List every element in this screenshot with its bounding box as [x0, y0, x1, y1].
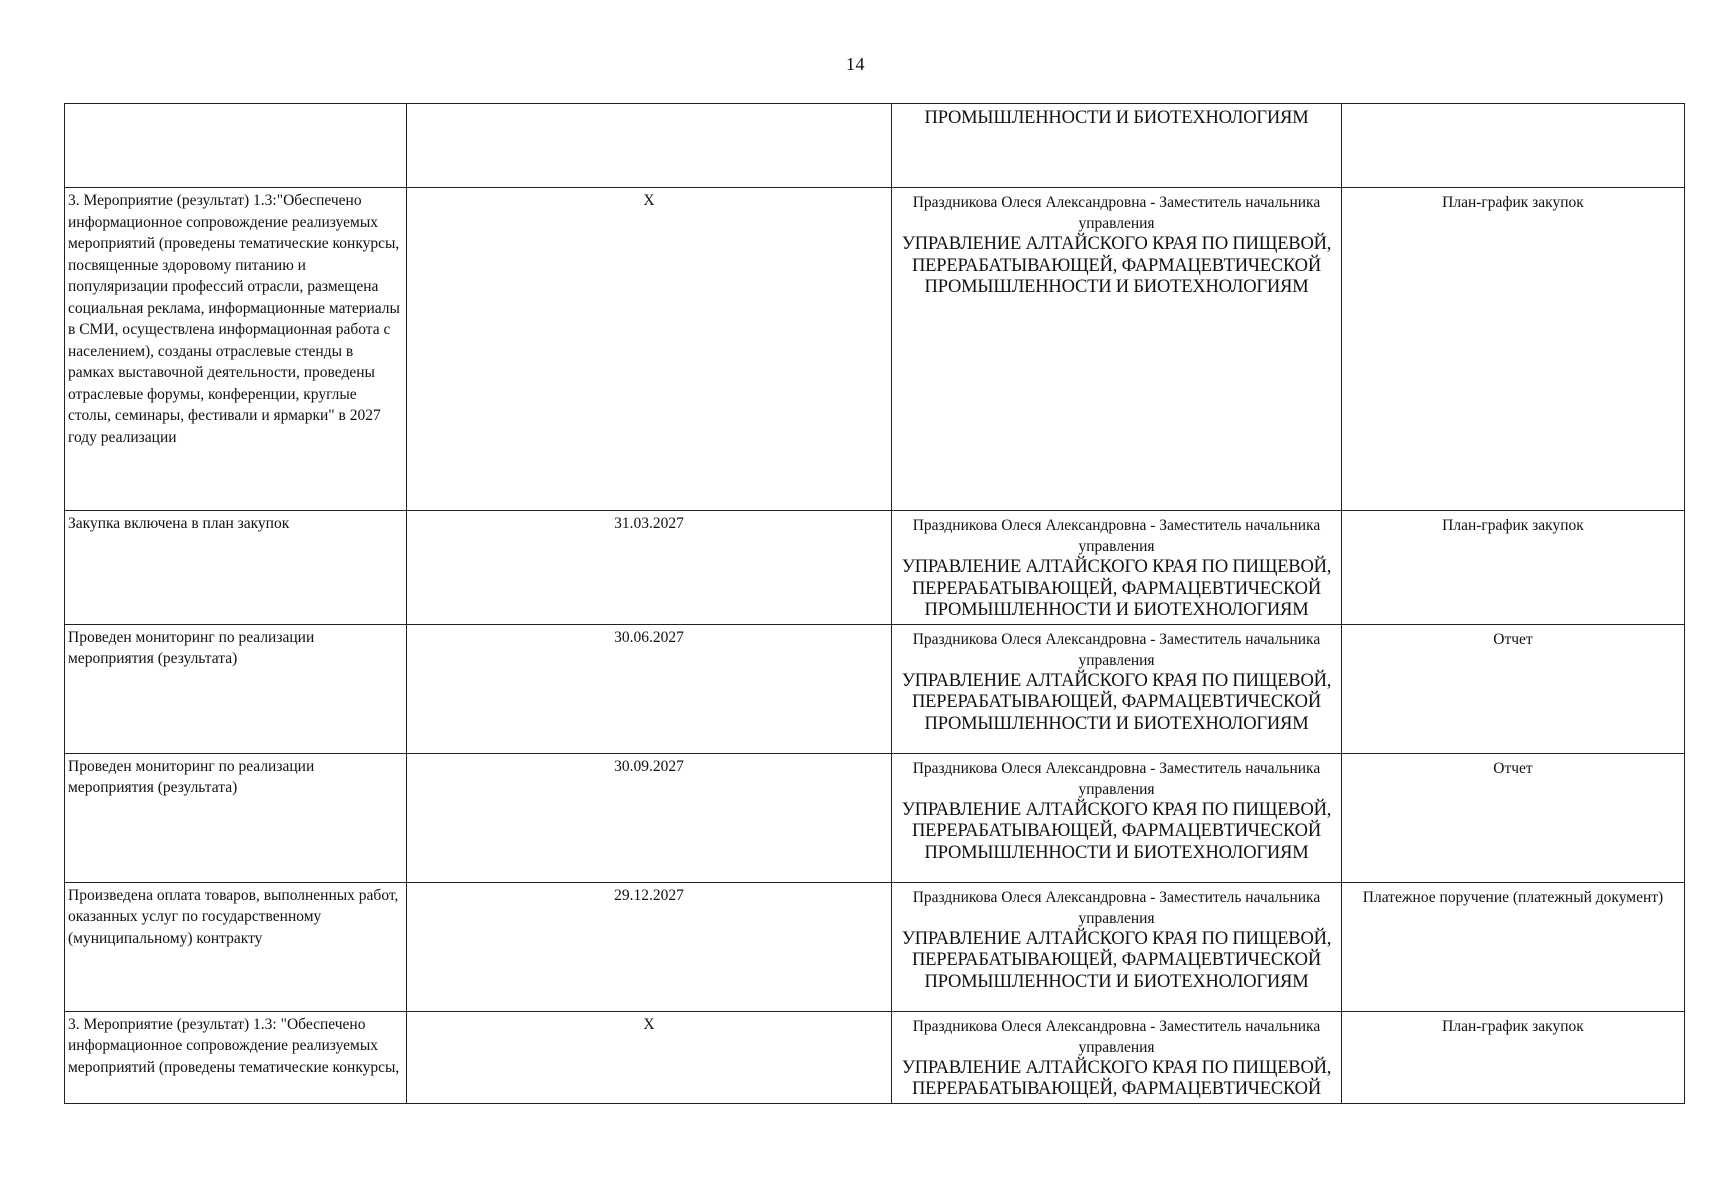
table-row [65, 753, 1685, 882]
table-row [65, 188, 1685, 511]
responsible-person: Праздникова Олеся Александровна - Заместитель начальника управления [912, 630, 1321, 669]
document-type: Платежное поручение (платежный документ) [1362, 888, 1664, 906]
date-cell: X [407, 1011, 892, 1103]
responsible-person: Праздникова Олеся Александровна - Заместитель начальника управления [912, 1017, 1321, 1056]
event-cell: Закупка включена в план закупок [65, 511, 407, 625]
event-cell: Произведена оплата товаров, выполненных работ, оказанных услуг по государственному (муниципальному) контракту [65, 882, 407, 1011]
responsible-organization: УПРАВЛЕНИЕ АЛТАЙСКОГО КРАЯ ПО ПИЩЕВОЙ, ПЕРЕРАБАТЫВАЮЩЕЙ, ФАРМАЦЕВТИЧЕСКОЙ ПРОМЫШЛЕННОСТИ И БИОТЕХНОЛОГИЯМ [901, 557, 1332, 620]
responsible-person: Праздникова Олеся Александровна - Заместитель начальника управления [912, 759, 1321, 798]
responsible-cell [892, 188, 1342, 511]
date-cell: 31.03.2027 [407, 511, 892, 625]
date-cell: 30.06.2027 [407, 624, 892, 753]
page-number: 14 [846, 54, 865, 74]
document-cell [1342, 882, 1685, 1011]
document-type: Отчет [1493, 630, 1533, 648]
document-cell [1342, 511, 1685, 625]
responsible-person: Праздникова Олеся Александровна - Заместитель начальника управления [912, 517, 1321, 555]
responsible-person: Праздникова Олеся Александровна - Заместитель начальника управления [912, 888, 1321, 927]
document-type: План-график закупок [1442, 517, 1584, 534]
event-cell [65, 104, 407, 188]
responsible-cell [892, 1011, 1342, 1103]
responsible-organization: УПРАВЛЕНИЕ АЛТАЙСКОГО КРАЯ ПО ПИЩЕВОЙ, ПЕРЕРАБАТЫВАЮЩЕЙ, ФАРМАЦЕВТИЧЕСКОЙ ПРОМЫШЛЕННОСТИ И БИОТЕХНОЛОГИЯМ [901, 234, 1332, 297]
document-type [1345, 106, 1681, 108]
table-row [65, 882, 1685, 1011]
responsible-organization: УПРАВЛЕНИЕ АЛТАЙСКОГО КРАЯ ПО ПИЩЕВОЙ, ПЕРЕРАБАТЫВАЮЩЕЙ, ФАРМАЦЕВТИЧЕСКОЙ ПРОМЫШЛЕННОСТИ И БИОТЕХНОЛОГИЯМ [901, 799, 1332, 863]
document-cell [1342, 753, 1685, 882]
event-cell: Проведен мониторинг по реализации мероприятия (результата) [65, 624, 407, 753]
document-type: План-график закупок [1442, 1017, 1584, 1035]
responsible-organization: УПРАВЛЕНИЕ АЛТАЙСКОГО КРАЯ ПО ПИЩЕВОЙ, ПЕРЕРАБАТЫВАЮЩЕЙ, ФАРМАЦЕВТИЧЕСКОЙ [901, 1057, 1332, 1099]
document-cell [1342, 1011, 1685, 1103]
table-row [65, 511, 1685, 625]
responsible-organization: ПРОМЫШЛЕННОСТИ И БИОТЕХНОЛОГИЯМ [924, 108, 1309, 128]
event-cell: 3. Мероприятие (результат) 1.3:"Обеспечено информационное сопровождение реализуемых мероприятий (проведены тематические конкурсы, посвященные здоровому питанию и популяризации профессий отрасли, размещена социальная реклама, информационные материалы в СМИ, осуществлена информационная работа с населением), созданы отраслевые стенды в рамках выставочной деятельности, проведены отраслевые форумы, конференции, круглые столы, семинары, фестивали и ярмарки" в 2027 году реализации [65, 188, 407, 511]
date-cell: 29.12.2027 [407, 882, 892, 1011]
responsible-cell [892, 624, 1342, 753]
date-cell: 30.09.2027 [407, 753, 892, 882]
responsible-organization: УПРАВЛЕНИЕ АЛТАЙСКОГО КРАЯ ПО ПИЩЕВОЙ, ПЕРЕРАБАТЫВАЮЩЕЙ, ФАРМАЦЕВТИЧЕСКОЙ ПРОМЫШЛЕННОСТИ И БИОТЕХНОЛОГИЯМ [901, 670, 1332, 734]
table-row [65, 104, 1685, 188]
document-cell [1342, 188, 1685, 511]
responsible-cell [892, 882, 1342, 1011]
document-type: План-график закупок [1442, 194, 1584, 211]
responsible-cell [892, 511, 1342, 625]
document-cell [1342, 104, 1685, 188]
responsible-cell [892, 104, 1342, 188]
responsible-person: Праздникова Олеся Александровна - Заместитель начальника управления [912, 194, 1321, 232]
plan-table [64, 103, 1685, 1104]
document-cell [1342, 624, 1685, 753]
date-cell: X [407, 188, 892, 511]
responsible-cell [892, 753, 1342, 882]
date-cell [407, 104, 892, 188]
responsible-organization: УПРАВЛЕНИЕ АЛТАЙСКОГО КРАЯ ПО ПИЩЕВОЙ, ПЕРЕРАБАТЫВАЮЩЕЙ, ФАРМАЦЕВТИЧЕСКОЙ ПРОМЫШЛЕННОСТИ И БИОТЕХНОЛОГИЯМ [901, 928, 1332, 992]
event-cell: Проведен мониторинг по реализации мероприятия (результата) [65, 753, 407, 882]
table-row [65, 1011, 1685, 1103]
table-row [65, 624, 1685, 753]
document-type: Отчет [1493, 759, 1533, 777]
event-cell: 3. Мероприятие (результат) 1.3: "Обеспечено информационное сопровождение реализуемых мероприятий (проведены тематические конкурсы, [65, 1011, 407, 1103]
